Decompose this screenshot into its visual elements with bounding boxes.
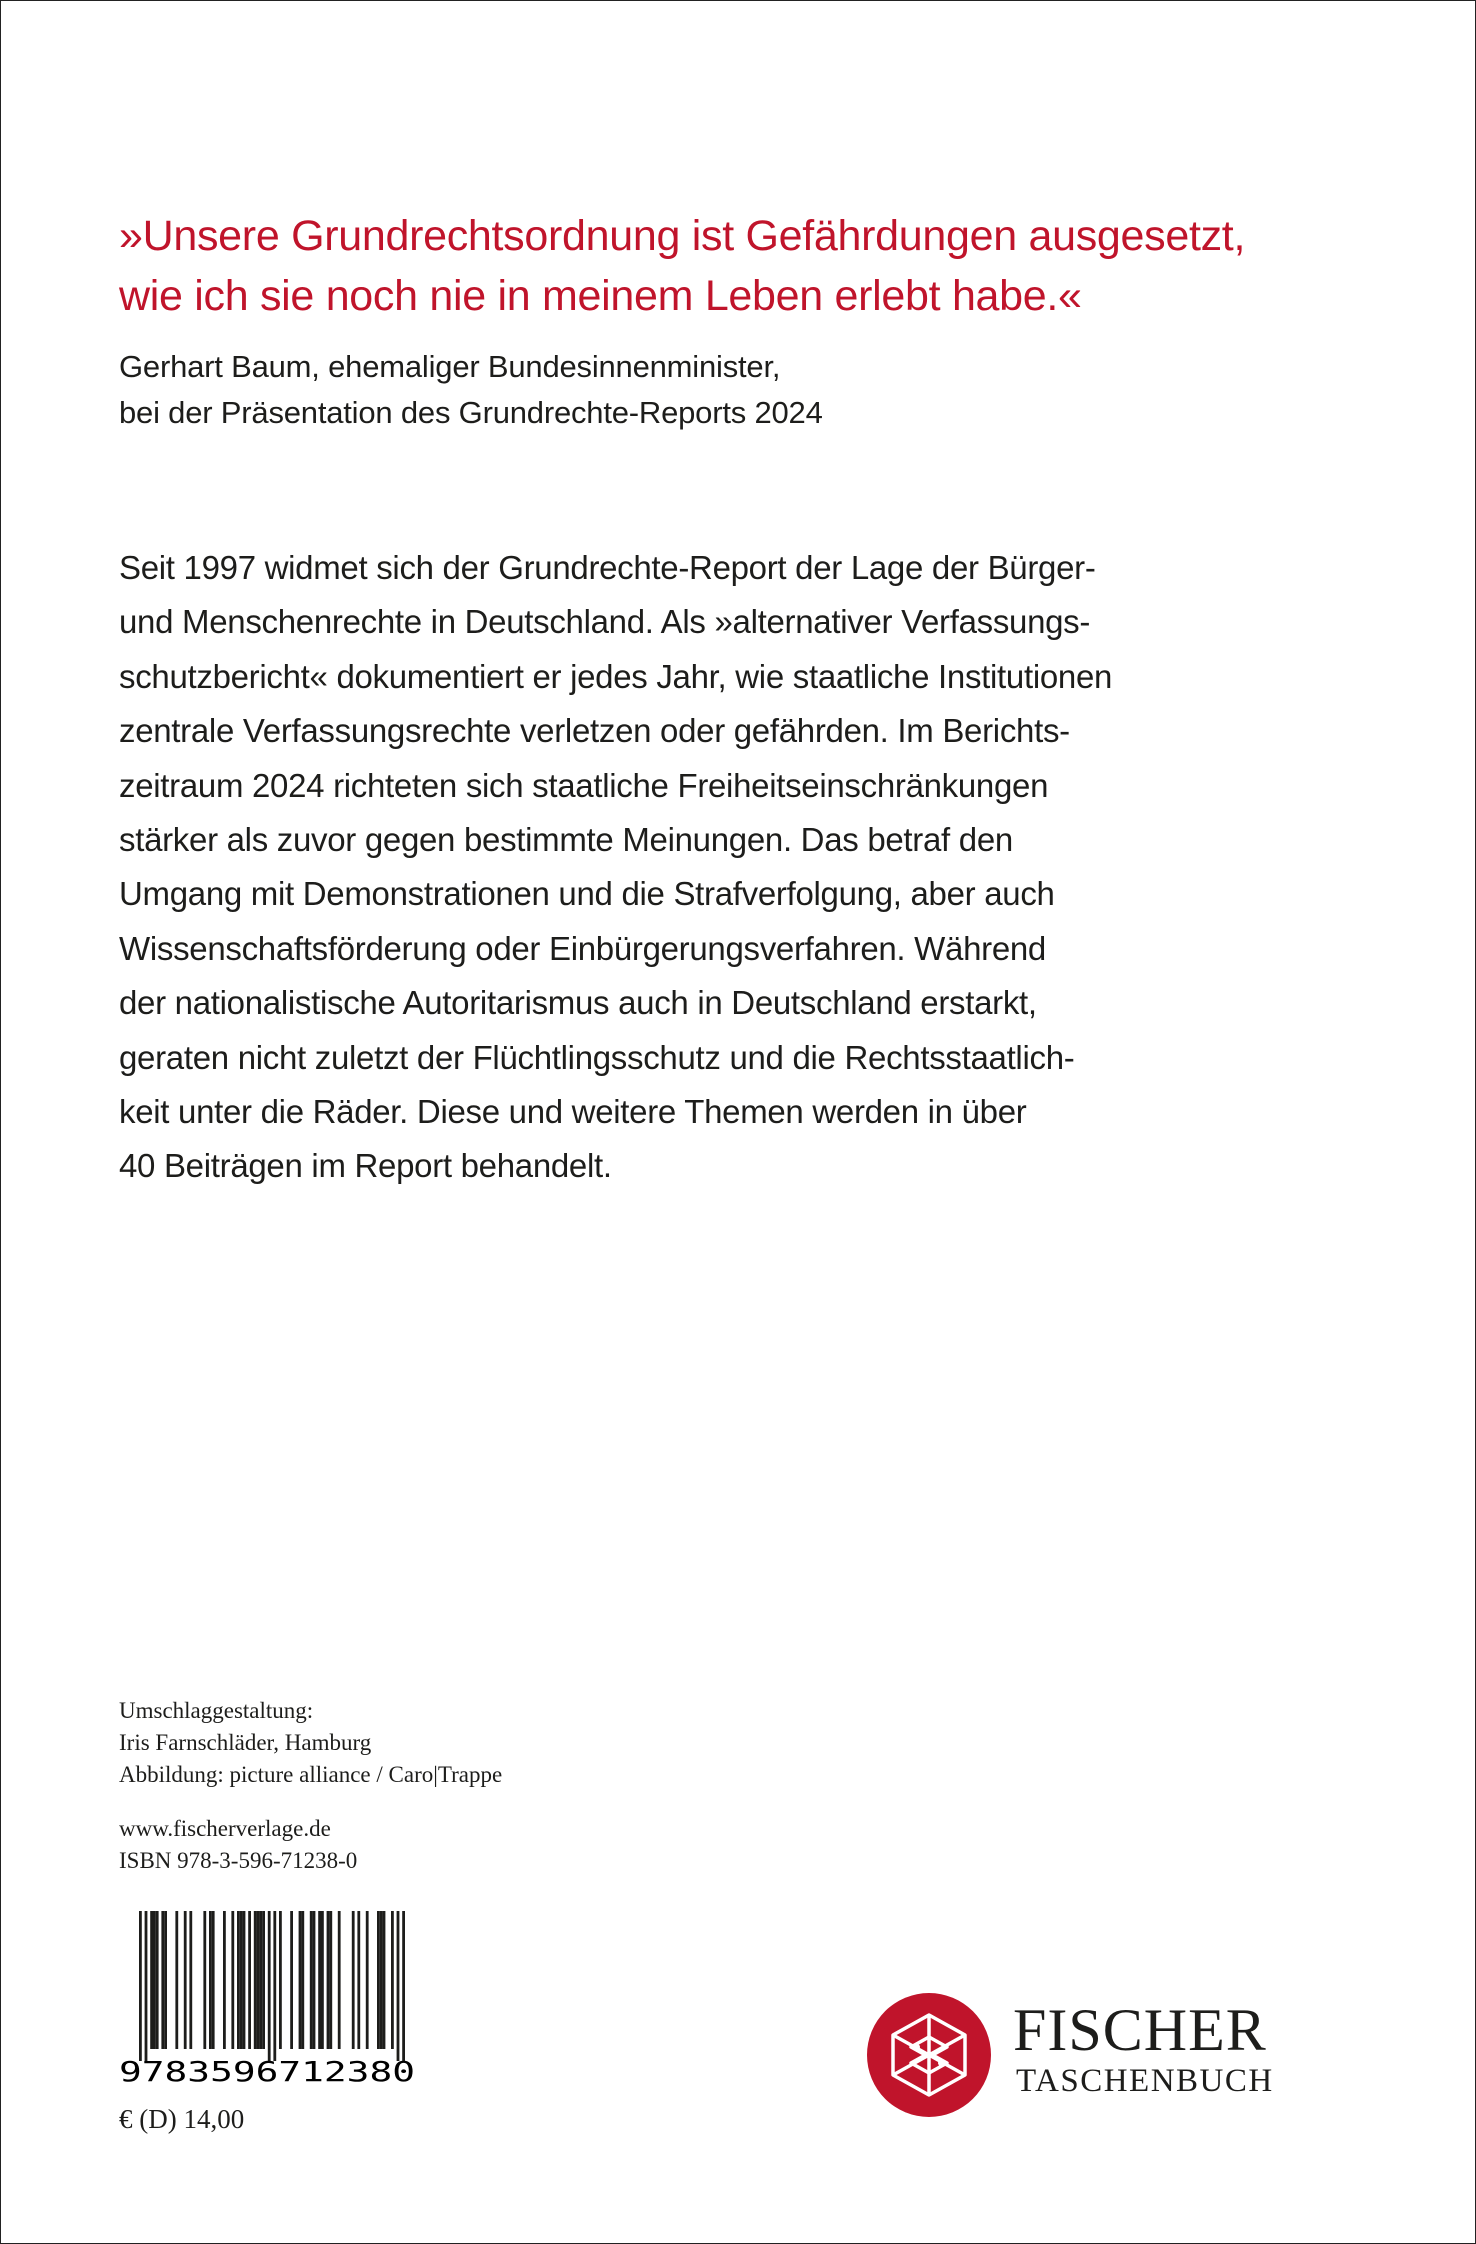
barcode-bar: [383, 1911, 386, 2049]
blurb-line: keit unter die Räder. Diese und weitere Themen werden in über: [119, 1093, 1027, 1131]
quote-line: »Unsere Grundrechtsordnung ist Gefährdungen ausgesetzt,: [119, 212, 1246, 260]
cover-credits: [119, 1695, 502, 1791]
barcode-bar: [366, 1911, 369, 2049]
blurb-line: geraten nicht zuletzt der Flüchtlingsschutz und die Rechtsstaatlich-: [119, 1038, 1075, 1076]
barcode-bar: [257, 1911, 260, 2049]
credits-label: Umschlaggestaltung:: [119, 1698, 314, 1723]
barcode-bar: [259, 1911, 262, 2049]
barcode-bar: [145, 1911, 148, 2061]
barcode-bar: [397, 1911, 400, 2061]
price: € (D) 14,00: [119, 2104, 245, 2134]
barcode-bar: [209, 1911, 212, 2049]
barcode-bar: [161, 1911, 164, 2049]
barcode-bar: [318, 1911, 321, 2049]
barcode-bar: [327, 1911, 330, 2049]
barcode-bar: [139, 1911, 142, 2061]
barcode-bar: [391, 1911, 394, 2049]
blurb-line: zentrale Verfassungsrechte verletzen oder gefährden. Im Berichts-: [119, 712, 1070, 750]
barcode-bar: [212, 1911, 215, 2049]
barcode-bar: [402, 1911, 405, 2061]
barcode-bar: [338, 1911, 341, 2049]
blurb-line: der nationalistische Autoritarismus auch in Deutschland erstarkt,: [119, 984, 1037, 1022]
publisher-logo: [865, 1991, 1385, 2111]
blurb-line: schutzbericht« dokumentiert er jedes Jahr, wie staatliche Institutionen: [119, 657, 1113, 695]
blurb-line: Wissenschaftsförderung oder Einbürgerungsverfahren. Während: [119, 929, 1046, 967]
barcode-bar: [175, 1911, 178, 2049]
barcode-bar: [156, 1911, 159, 2049]
blurb-line: Seit 1997 widmet sich der Grundrechte-Report der Lage der Bürger-: [119, 549, 1096, 586]
barcode-bar: [273, 1911, 276, 2061]
blurb-line: zeitraum 2024 richteten sich staatliche Freiheitseinschränkungen: [119, 766, 1049, 804]
barcode-bar: [231, 1911, 234, 2049]
attribution-line: Gerhart Baum, ehemaliger Bundesinnenminister,: [119, 349, 781, 384]
barcode-bar: [377, 1911, 380, 2049]
barcode-bar: [248, 1911, 251, 2049]
barcode-bar: [329, 1911, 332, 2049]
blurb-line: stärker als zuvor gegen bestimmte Meinungen. Das betraf den: [119, 821, 1013, 859]
barcode-digits: 9783596712380: [119, 2055, 415, 2087]
logo-wordmark-taschenbuch: TASCHENBUCH: [1016, 2063, 1274, 2099]
barcode-bar: [313, 1911, 316, 2049]
isbn-barcode: [119, 1911, 419, 2087]
barcode-bar: [357, 1911, 360, 2049]
barcode-bar: [290, 1911, 293, 2049]
blurb-line: und Menschenrechte in Deutschland. Als »alternativer Verfassungs-: [119, 603, 1091, 641]
barcode-bar: [243, 1911, 246, 2049]
fischer-fish-emblem-icon: [865, 1991, 993, 2119]
credits-designer: Iris Farnschläder, Hamburg: [119, 1730, 372, 1755]
barcode-bar: [254, 1911, 257, 2049]
barcode-bar: [301, 1911, 304, 2049]
barcode-bar: [279, 1911, 282, 2049]
blurb-text: [119, 541, 1379, 1194]
quote-line: wie ich sie noch nie in meinem Leben erlebt habe.«: [119, 272, 1082, 320]
barcode-bar: [184, 1911, 187, 2049]
quote-attribution: [119, 344, 1379, 436]
logo-wordmark-fischer: FISCHER: [1013, 1997, 1267, 2063]
barcode-bar: [299, 1911, 302, 2049]
barcode-bar: [203, 1911, 206, 2049]
blurb-line: Umgang mit Demonstrationen und die Strafverfolgung, aber auch: [119, 875, 1055, 913]
barcode-graphic: [119, 1911, 419, 2087]
barcode-bar: [321, 1911, 324, 2049]
barcode-bar: [237, 1911, 240, 2049]
barcode-bar: [153, 1911, 156, 2049]
barcode-bar: [380, 1911, 383, 2049]
barcode-bar: [352, 1911, 355, 2049]
credits-image: Abbildung: picture alliance / Caro|Trappe: [119, 1762, 503, 1787]
barcode-bar: [164, 1911, 167, 2049]
barcode-bar: [240, 1911, 243, 2049]
barcode-bar: [150, 1911, 153, 2049]
pull-quote: [119, 206, 1379, 326]
publisher-website: www.fischerverlage.de: [119, 1816, 331, 1841]
barcode-bar: [268, 1911, 271, 2061]
isbn: ISBN 978-3-596-71238-0: [119, 1848, 358, 1873]
barcode-bar: [310, 1911, 313, 2049]
barcode-bar: [223, 1911, 226, 2049]
publication-meta: [119, 1813, 357, 1877]
attribution-line: bei der Präsentation des Grundrechte-Reports 2024: [119, 395, 823, 430]
barcode-bar: [189, 1911, 192, 2049]
barcode-bar: [262, 1911, 265, 2049]
blurb-line: 40 Beiträgen im Report behandelt.: [119, 1147, 612, 1185]
